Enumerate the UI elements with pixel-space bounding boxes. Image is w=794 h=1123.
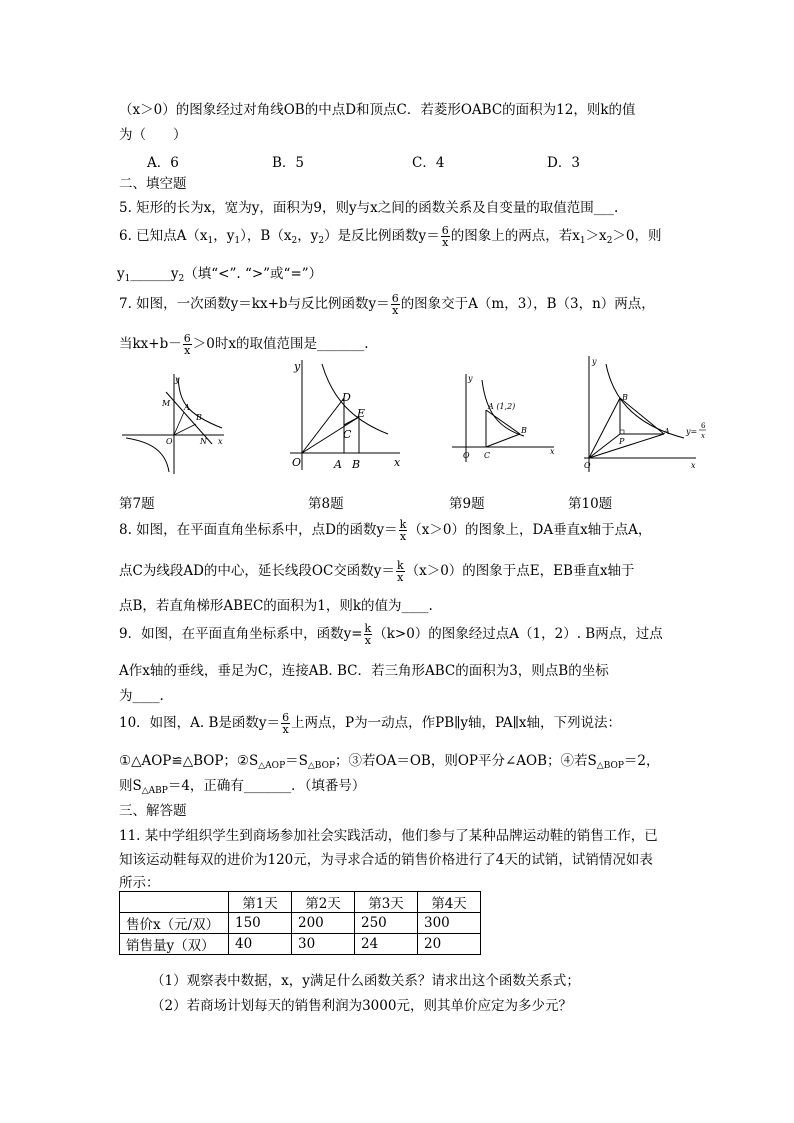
section-answer-heading: 三、解答题 — [119, 803, 187, 819]
q9-line1: 9．如图，在平面直角坐标系中，函数y= $\frac{k}{x}$ （k>0）的图象经过点A（1，2）. B两点，过点 — [119, 622, 663, 647]
f8-label-x: x — [394, 456, 401, 469]
f10-label-b: B — [622, 393, 628, 402]
f9-bc — [486, 434, 520, 447]
figure-9 — [452, 372, 556, 464]
f8-label-y: y — [294, 360, 301, 373]
q10-line3: 则$S_{\triangle ABP}=4$，正确有_______．（填番号） — [119, 778, 366, 796]
table-header-cell: 第3天 — [355, 892, 418, 913]
caption-figure-10: 第10题 — [568, 496, 613, 512]
f7-label-x: x — [218, 437, 223, 446]
q8-line1: 8. 如图，在平面直角坐标系中，点D的函数y＝ $\frac{k}{x}$ （x＞0）的图象上，DA垂直x轴于点A， — [119, 518, 652, 543]
q11-line3: 所示： — [119, 875, 160, 891]
f10-curve — [606, 364, 684, 438]
f10-label-den: x — [701, 432, 705, 440]
f10-label-num: 6 — [701, 422, 706, 430]
q8-line3: 点B，若直角梯形ABEC的面积为1，则k的值为____. — [119, 598, 433, 614]
f10-label-a: A — [664, 427, 670, 436]
f8-label-c: C — [343, 428, 352, 441]
q4-option-d: D．3 — [547, 155, 580, 171]
table-header-cell — [120, 892, 229, 913]
q8-fraction-1: $\frac{k}{x}$ — [399, 518, 407, 543]
f7-label-a: A — [184, 403, 190, 412]
table-row — [120, 913, 481, 934]
f10-label-eq: y= — [686, 427, 698, 436]
caption-figure-7: 第7题 — [119, 496, 155, 512]
f7-label-y: y — [175, 375, 180, 384]
f9-label-c: C — [484, 451, 491, 460]
q5-text: 5. 矩形的长为x，宽为y，面积为9，则y与x之间的函数关系及自变量的取值范围___. — [119, 200, 619, 216]
q4-option-a: A．6 — [147, 155, 179, 171]
q10-line2: ①△AOP≌△BOP；$②S_{\triangle AOP}=S_{\triangle BOP}$；③若OA＝OB，则OP平分∠AOB；④若$S_{\triangle BOP}=2$， — [119, 753, 660, 771]
f9-label-a: A (1,2) — [488, 402, 516, 411]
f10-label-o: O — [584, 461, 591, 470]
q11-part1: （1）观察表中数据，x，y满足什么函数关系？请求出这个函数关系式； — [151, 973, 580, 989]
q7-line1: 7. 如图，一次函数y＝kx+b与反比例函数y＝ $\frac{6}{x}$ 的图象交于A（m，3），B（3，n）两点， — [119, 292, 655, 317]
q8-fraction-2: $\frac{k}{x}$ — [396, 559, 404, 584]
f10-ab — [620, 398, 664, 434]
f7-oa — [174, 412, 184, 435]
q9-fraction: $\frac{k}{x}$ — [364, 622, 372, 647]
table-cell: 40 — [229, 934, 292, 955]
f10-oa — [589, 434, 664, 458]
f8-label-a: A — [334, 458, 342, 471]
table-cell: 销售量y（双） — [120, 934, 229, 955]
f9-label-y: y — [468, 374, 473, 383]
caption-figure-8: 第8题 — [308, 496, 344, 512]
table-cell: 200 — [292, 913, 355, 934]
table-header-row — [120, 892, 481, 913]
q4-line1: （x＞0）的图象经过对角线OB的中点D和顶点C．若菱形OABC的面积为12，则k的值 — [119, 102, 636, 118]
q6-fraction: $\frac{6}{x}$ — [441, 224, 449, 249]
caption-figure-9: 第9题 — [449, 496, 485, 512]
f8-curve — [322, 364, 388, 434]
f7-label-b: B — [196, 413, 202, 422]
f7-label-m: M — [162, 399, 171, 408]
section-fill-in-heading: 二、填空题 — [119, 176, 187, 192]
f10-label-x: x — [691, 461, 696, 470]
f10-op — [589, 434, 620, 458]
table-cell: 300 — [418, 913, 481, 934]
q11-part2: （2）若商场计划每天的销售利润为3000元，则其单价应定为多少元？ — [151, 998, 572, 1014]
f9-label-b: B — [521, 426, 527, 435]
f10-label-y: y — [592, 357, 597, 366]
q7-fraction-1: $\frac{6}{x}$ — [391, 292, 399, 317]
q7-line2: 当kx+b－ $\frac{6}{x}$ ＞0时x的取值范围是_______. — [119, 332, 369, 357]
q7-fraction-2: $\frac{6}{x}$ — [183, 332, 191, 357]
f8-label-b: B — [352, 458, 361, 471]
f9-label-o: O — [463, 451, 470, 460]
table-header-cell: 第4天 — [418, 892, 481, 913]
q9-line2: A作x轴的垂线，垂足为C，连接AB. BC．若三角形ABC的面积为3，则点B的坐标 — [119, 663, 609, 679]
figure-10 — [580, 354, 708, 474]
q4-line2: 为（ ） — [119, 127, 187, 143]
q11-line1: 11. 某中学组织学生到商场参加社会实践活动，他们参与了某种品牌运动鞋的销售工作，已 — [119, 828, 658, 844]
q10-fraction: $\frac{6}{x}$ — [282, 711, 290, 736]
q4-option-b: B．5 — [272, 155, 305, 171]
f7-label-n: N — [200, 437, 207, 446]
q4-option-c: C．4 — [412, 155, 445, 171]
table-header-cell: 第1天 — [229, 892, 292, 913]
f8-label-e: E — [357, 407, 366, 420]
table-header-cell: 第2天 — [292, 892, 355, 913]
q6-line2: $y_1\_\_\_\_\_\_y_2$（填“<”. “>”或“=”） — [117, 266, 323, 284]
f10-right-angle — [620, 430, 624, 434]
f7-curve-lower — [126, 438, 169, 472]
q8-line2: 点C为线段AD的中心，延长线段OC交函数y＝ $\frac{k}{x}$ （x＞0）的图象于点E，EB垂直x轴于 — [119, 559, 635, 584]
f9-ab — [486, 410, 520, 434]
f8-label-o: O — [292, 456, 302, 469]
f7-ob — [174, 424, 196, 435]
f8-od — [302, 398, 344, 453]
q11-line2: 知该运动鞋每双的进价为120元，为寻求合适的销售价格进行了4天的试销，试销情况如表 — [119, 852, 653, 868]
table-cell: 150 — [229, 913, 292, 934]
table-cell: 250 — [355, 913, 418, 934]
f9-label-x: x — [550, 447, 555, 456]
q6-line1: 6. 已知点$A(x_1$，$y_1$），$B(x_2$，$y_2$）是反比例函数y＝ $\frac{6}{x}$ 的图象上的两点，若$x_1>x_2>0$，则 — [119, 224, 662, 249]
table-cell: 售价x（元/双） — [120, 913, 229, 934]
figure-8 — [282, 358, 404, 474]
figure-7 — [122, 372, 224, 474]
q9-line3: 为____. — [119, 688, 164, 704]
f8-label-d: D — [342, 391, 351, 404]
f10-ob — [589, 398, 620, 458]
q11-sales-table — [119, 891, 481, 955]
f7-label-o: O — [166, 437, 173, 446]
table-cell: 24 — [355, 934, 418, 955]
table-row — [120, 934, 481, 955]
table-cell: 20 — [418, 934, 481, 955]
table-cell: 30 — [292, 934, 355, 955]
f10-label-p: P — [619, 437, 625, 446]
q10-line1: 10．如图，A. B是函数y＝ $\frac{6}{x}$ 上两点，P为一动点，作PB∥y轴，PA∥x轴，下列说法： — [119, 711, 621, 736]
